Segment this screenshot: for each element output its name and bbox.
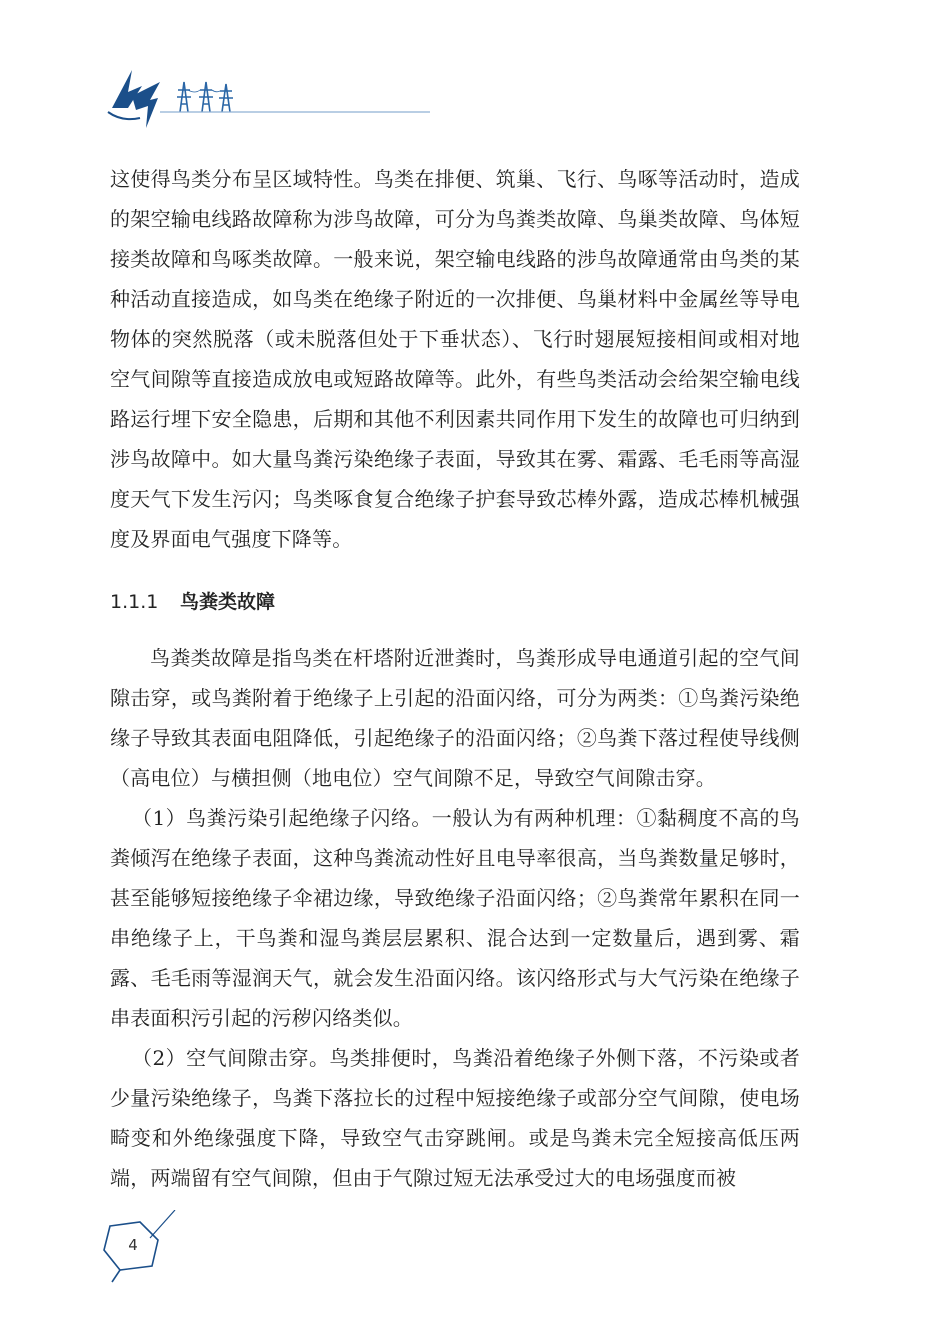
header-decoration <box>0 0 941 140</box>
transmission-tower-icon <box>177 82 233 112</box>
page-footer <box>0 1210 941 1323</box>
section-title: 鸟粪类故障 <box>180 591 276 613</box>
bird-lightning-logo-icon <box>108 70 160 128</box>
page-number: 4 <box>128 1236 138 1254</box>
body-paragraph-1-block <box>110 159 800 559</box>
section-heading <box>110 582 800 622</box>
section-heading-block <box>110 582 800 622</box>
body-paragraph: （1）鸟粪污染引起绝缘子闪络。一般认为有两种机理：①黏稠度不高的鸟粪倾泻在绝缘子表面，这种鸟粪流动性好且电导率很高，当鸟粪数量足够时，甚至能够短接绝缘子伞裙边缘，导致绝缘子沿面闪络；②鸟粪常年累积在同一串绝缘子上，干鸟粪和湿鸟粪层层累积、混合达到一定数量后，遇到雾、霜露、毛毛雨等湿润天气，就会发生沿面闪络。该闪络形式与大气污染在绝缘子串表面积污引起的污秽闪络类似。 <box>110 806 800 1030</box>
page-header <box>0 0 941 140</box>
section-number: 1.1.1 <box>110 591 159 613</box>
page-number-badge-icon <box>0 1210 941 1323</box>
body-paragraph: 这使得鸟类分布呈区域特性。鸟类在排便、筑巢、飞行、鸟啄等活动时，造成的架空输电线路故障称为涉鸟故障，可分为鸟粪类故障、鸟巢类故障、鸟体短接类故障和鸟啄类故障。一般来说，架空输电线路的涉鸟故障通常由鸟类的某种活动直接造成，如鸟类在绝缘子附近的一次排便、鸟巢材料中金属丝等导电物体的突然脱落（或未脱落但处于下垂状态）、飞行时翅展短接相间或相对地空气间隙等直接造成放电或短路故障等。此外，有些鸟类活动会给架空输电线路运行埋下安全隐患，后期和其他不利因素共同作用下发生的故障也可归纳到涉鸟故障中。如大量鸟粪污染绝缘子表面，导致其在雾、霜露、毛毛雨等高湿度天气下发生污闪；鸟类啄食复合绝缘子护套导致芯棒外露，造成芯棒机械强度及界面电气强度下降等。 <box>110 167 800 551</box>
body-paragraphs-block <box>110 638 800 1198</box>
body-paragraph: （2）空气间隙击穿。鸟类排便时，鸟粪沿着绝缘子外侧下落，不污染或者少量污染绝缘子，鸟粪下落拉长的过程中短接绝缘子或部分空气间隙，使电场畸变和外绝缘强度下降，导致空气击穿跳闸。或是鸟粪未完全短接高低压两端，两端留有空气间隙，但由于气隙过短无法承受过大的电场强度而被 <box>110 1046 800 1190</box>
body-paragraph: 鸟粪类故障是指鸟类在杆塔附近泄粪时，鸟粪形成导电通道引起的空气间隙击穿，或鸟粪附着于绝缘子上引起的沿面闪络，可分为两类：①鸟粪污染绝缘子导致其表面电阻降低，引起绝缘子的沿面闪络；②鸟粪下落过程使导线侧（高电位）与横担侧（地电位）空气间隙不足，导致空气间隙击穿。 <box>110 646 800 790</box>
